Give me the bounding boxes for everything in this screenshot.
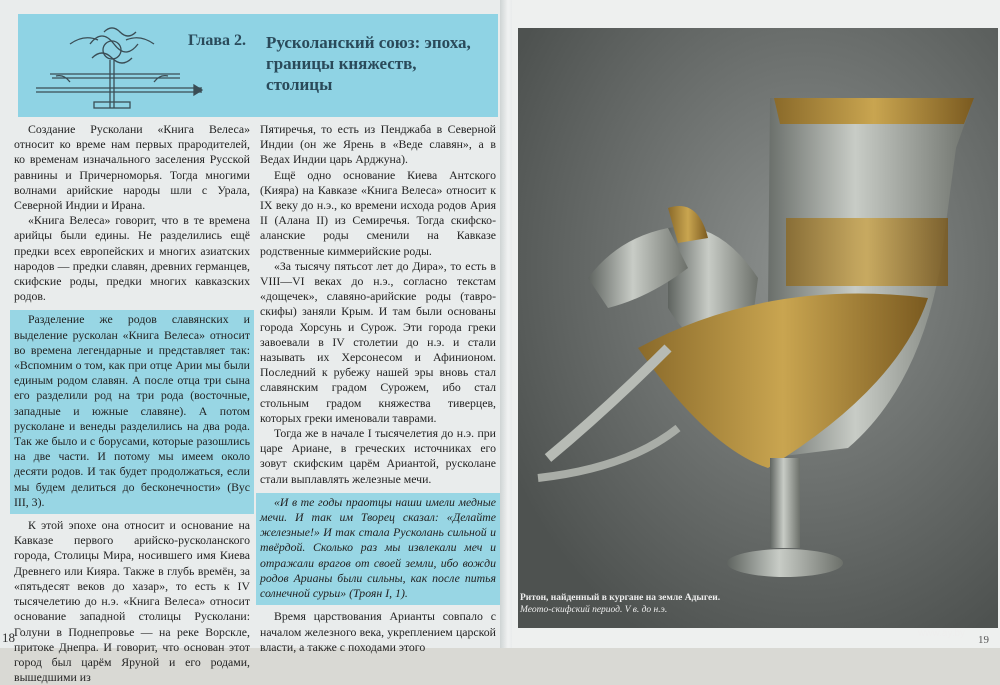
left-text-column [14, 122, 250, 685]
figure-caption [520, 592, 820, 616]
paragraph: Разделение же родов славянских и выделение русколан «Книга Велеса» относит во времена легендарные и представляет так: «Вспомним о том, как при отце Арии мы были единым родом славян. А после отца три сына его разделили род на три рода (восточные, западные и южные славяне). А потом русколане и венеды разделились на два рода. Так же было и с борусами, которые разошлись на две части. И потому мы имеем около десяти родов. И так будет продолжаться, если мы будем делиться до бесконечности» (Вус III, 3). [14, 312, 250, 509]
rhyton-illustration-icon [518, 28, 998, 628]
paragraph: Пятиречья, то есть из Пенджаба в Северной Индии (он же Ярень в «Веде славян», а в Ведах Индии царь Арджуна). [260, 122, 496, 167]
chapter-header [18, 14, 498, 117]
paragraph: К этой эпохе она относит и основание на Кавказе первого арийско-русколанского города, Столицы Мира, носившего имя Киева Древнего или Кияра. Также в глубь времён, за «пятьдесят веков до хазар», то есть к IV тысячелетию до н.э. «Книга Велеса» относит основание западной столицы Русколани: Голуни в Поднепровье — на реке Ворскле, притоке Днепра. И говорит, что основан этот город был царём Яруной и его родами, вышедшими из [14, 518, 250, 685]
paragraph: «Книга Велеса» говорит, что в те времена арийцы были едины. Не разделились ещё предки всех европейских и многих азиатских народов — предки славян, древних германцев, скифские роды, предки многих кавказских родов. [14, 213, 250, 304]
page-number-right: 19 [978, 634, 989, 646]
middle-text-column [260, 122, 496, 655]
quote-box [10, 310, 254, 514]
rhyton-photo [518, 28, 998, 628]
caption-line: Меото-скифский период. V в. до н.э. [520, 605, 668, 615]
paragraph: Время царствования Арианты совпало с началом железного века, укреплением царской власти, а также с походами этого [260, 609, 496, 654]
caption-line: Ритон, найденный в кургане на земле Адыгеи. [520, 593, 721, 603]
paragraph: Тогда же в начале I тысячелетия до н.э. при царе Ариане, в греческих источниках его зовут скифским царём Ариантой, русколане стали выплавлять железные мечи. [260, 426, 496, 486]
watermark: www.ay.by [918, 628, 966, 639]
quote-box [256, 493, 500, 605]
paragraph: Ещё одно основание Киева Антского (Кияра) на Кавказе «Книга Велеса» относит к IX веку до н.э., ко времени исхода родов Ария II (Алана II) из Семиречья. Тогда скифско-аланские роды сменили на Кавказе родственные киммерийские роды. [260, 167, 496, 258]
paragraph: «За тысячу пятьсот лет до Дира», то есть в VIII—VI веках до н.э., согласно текстам «дощечек», славяно-арийские роды (тавро-скифы) заняли Крым. И там были основаны города Хорсунь и Сурож. Эти города греки завоевали в IV столетии до н.э. и стали называть их Херсонесом и Афинионом. Последний к рубежу нашей эры вновь стал славянским градом Сурожем, ибо стал стольным градом княжества тиверцев, которых греки именовали таврами. [260, 258, 496, 425]
paragraph: Создание Русколани «Книга Велеса» относит ко време нам первых прародителей, ко временам изначального заселения Русской равнины и Причерноморья. Тогда многими волнами арийские народы шли с Урала, Северной Индии и Ирана. [14, 122, 250, 213]
chapter-title: Русколанский союз: эпоха, границы княжеств, столицы [266, 33, 471, 94]
ornament-icon [30, 22, 210, 110]
paragraph: «И в те годы праотцы наши имели медные мечи. И так им Творец сказал: «Делайте железные!» И так стала Русколань сильной и твёрдой. Сколько раз мы извлекали меч и отражали врагов от своей земли, ибо вожди родов Арианы были сильны, как после питья солнечной сурьи» (Троян I, 1). [260, 494, 496, 601]
page-number-left: 18 [2, 630, 15, 645]
chapter-label: Глава 2. [188, 32, 246, 49]
